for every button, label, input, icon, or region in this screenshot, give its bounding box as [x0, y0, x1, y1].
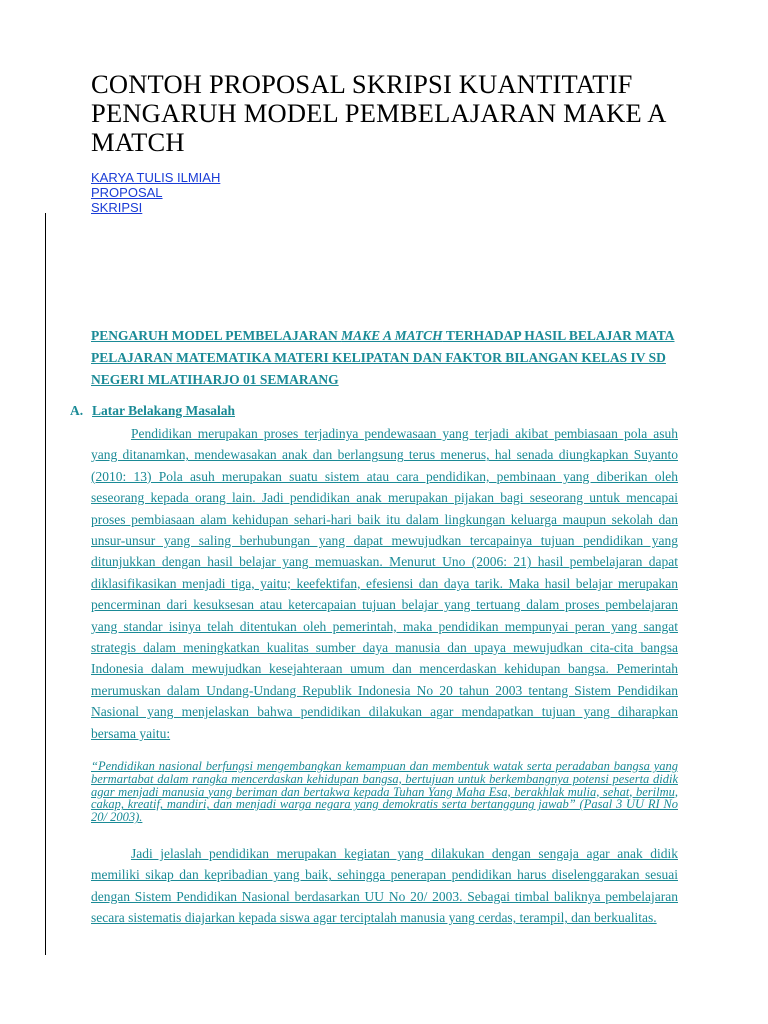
subtitle-italic: MAKE A MATCH: [341, 328, 443, 343]
proposal-subtitle: [91, 325, 691, 391]
subtitle-part1: PENGARUH MODEL PEMBELAJARAN: [91, 328, 342, 343]
subtitle-part2: TERHADAP HASIL BELAJAR MATA PELAJARAN MATEMATIKA MATERI KELIPATAN DAN FAKTOR BILANGAN KELAS IV SD NEGERI MLATIHARJO 01 SEMARANG: [91, 328, 675, 387]
paragraph-1: [91, 423, 678, 744]
section-heading-text: Latar Belakang Masalah: [92, 403, 236, 418]
link-karya-tulis-ilmiah[interactable]: KARYA TULIS ILMIAH: [91, 170, 221, 185]
section-letter: A.: [70, 403, 84, 418]
paragraph-2-text: Jadi jelaslah pendidikan merupakan kegiatan yang dilakukan dengan sengaja agar anak didik memiliki sikap dan kepribadian yang baik, sehingga penerapan pendidikan harus diselenggarakan sesuai dengan Sistem Pendidikan Nasional berdasarkan UU No 20/ 2003. Sebagai timbal baliknya pembelajaran secara sistematis diajarkan kepada siswa agar terciptalah manusia yang cerdas, terampil, dan berkualitas.: [91, 846, 678, 926]
margin-rule: [45, 213, 46, 955]
category-links: [91, 170, 220, 215]
legal-quote: “Pendidikan nasional berfungsi mengembangkan kemampuan dan membentuk watak serta peradaban bangsa yang bermartabat dalam rangka mencerdaskan kehidupan bangsa, bertujuan untuk berkembangnya potensi peserta didik agar menjadi manusia yang beriman dan bertakwa kepada Tuhan Yang Maha Esa, berakhlak mulia, sehat, berilmu, cakap, kreatif, mandiri, dan menjadi warga negara yang demokratis serta bertanggung jawab” (Pasal 3 UU RI No 20/ 2003).: [91, 759, 678, 825]
page-title: CONTOH PROPOSAL SKRIPSI KUANTITATIF PENGARUH MODEL PEMBELAJARAN MAKE A MATCH: [91, 69, 666, 157]
link-proposal[interactable]: PROPOSAL: [91, 185, 163, 200]
paragraph-1-text: Pendidikan merupakan proses terjadinya pendewasaan yang terjadi akibat pembiasaan pola asuh yang ditanamkan, mendewasakan anak dan berlangsung terus menerus, hal senada diungkapkan Suyanto (2010: 13) Pola asuh merupakan suatu sistem atau cara pendidikan, pembinaan yang diberikan oleh seseorang kepada orang lain. Jadi pendidikan anak merupakan pijakan bagi seseorang untuk mencapai proses pembiasaan alam kehidupan sehari-hari baik itu dalam lingkungan keluarga maupun sekolah dan unsur-unsur yang saling berhubungan yang dapat mewujudkan tercapainya tujuan pendidikan yang ditunjukkan dengan hasil belajar yang memuaskan. Menurut Uno (2006: 21) hasil pembelajaran dapat diklasifikasikan menjadi tiga, yaitu; keefektifan, efesiensi dan daya tarik. Maka hasil belajar merupakan pencerminan dari kesuksesan atau ketercapaian tujuan belajar yang tertuang dalam proses pembelajaran yang standar isinya telah ditentukan oleh pemerintah, maka pendidikan mempunyai peran yang sangat strategis dalam meningkatkan kualitas sumber daya manusia dan upaya mewujudkan cita-cita bangsa Indonesia dalam mewujudkan kesejahteraan umum dan mencerdaskan kehidupan bangsa. Pemerintah merumuskan dalam Undang-Undang Republik Indonesia No 20 tahun 2003 tentang Sistem Pendidikan Nasional yang menjelaskan bahwa pendidikan dilakukan agar mendapatkan tujuan yang diharapkan bersama yaitu:: [91, 426, 678, 741]
link-skripsi[interactable]: SKRIPSI: [91, 200, 143, 215]
paragraph-2: [91, 843, 678, 929]
section-heading: [70, 403, 235, 419]
